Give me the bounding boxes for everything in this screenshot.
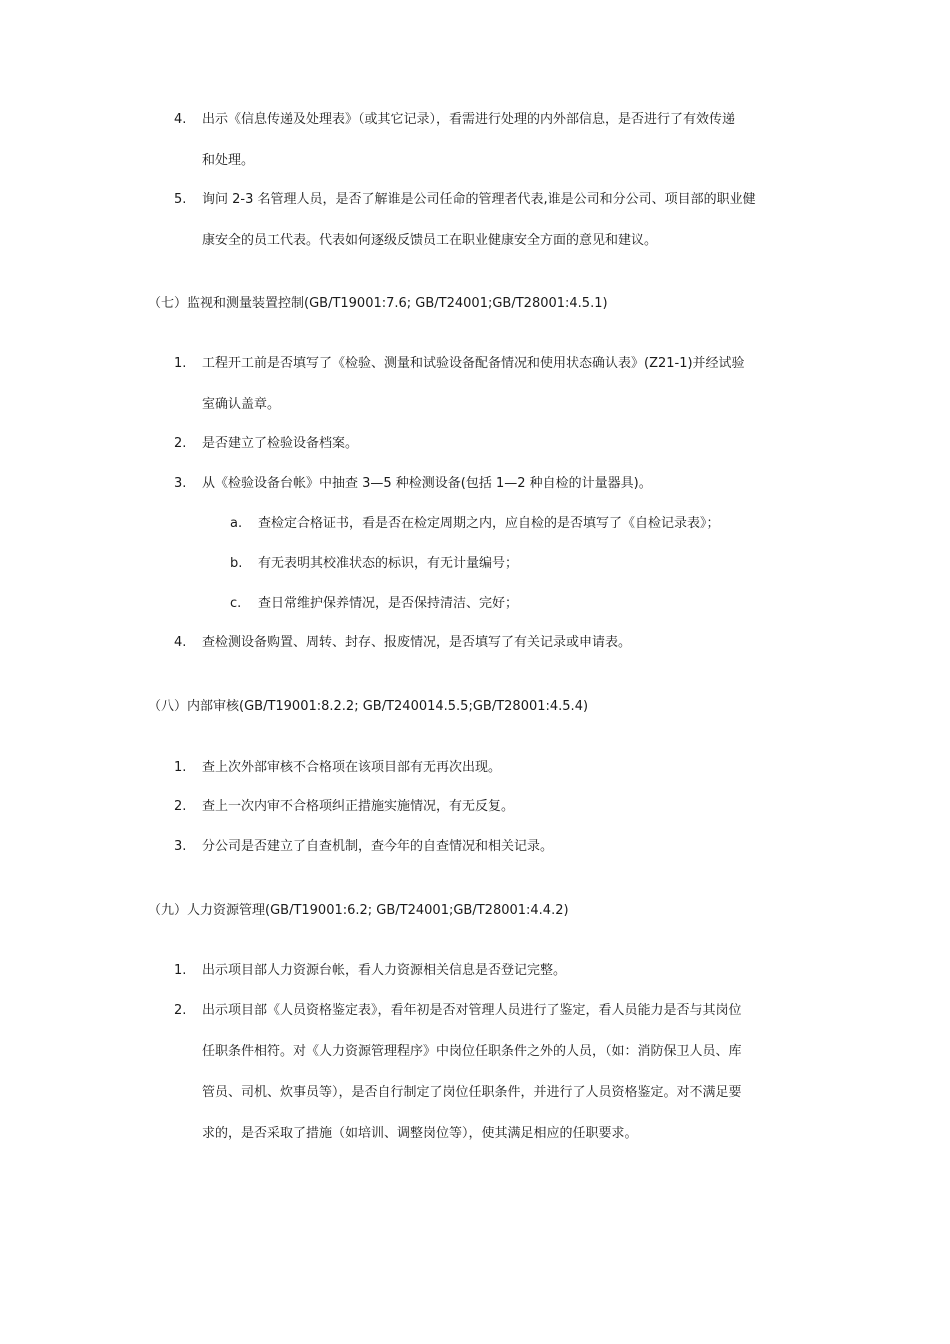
- list-item-text: 查上次外部审核不合格项在该项目部有无再次出现。: [202, 760, 502, 775]
- list-item-text: 是否建立了检验设备档案。: [202, 436, 359, 451]
- list-item-text: 任职条件相符。对《人力资源管理程序》中岗位任职条件之外的人员，（如：消防保卫人员、库: [202, 1044, 742, 1059]
- list-item-number: 1.: [174, 356, 187, 371]
- list-item-text: 管员、司机、炊事员等），是否自行制定了岗位任职条件，并进行了人员资格鉴定。对不满足要: [202, 1085, 742, 1100]
- list-item-text: 出示项目部人力资源台帐，看人力资源相关信息是否登记完整。: [202, 963, 567, 978]
- section-heading: （九）人力资源管理(GB/T19001:6.2; GB/T24001;GB/T28001:4.4.2): [148, 903, 569, 918]
- list-item-text: 康安全的员工代表。代表如何逐级反馈员工在职业健康安全方面的意见和建议。: [202, 233, 658, 248]
- section-heading: （七）监视和测量装置控制(GB/T19001:7.6; GB/T24001;GB/T28001:4.5.1): [148, 296, 608, 311]
- list-item-number: 2.: [174, 799, 187, 814]
- list-item-text: 查检测设备购置、周转、封存、报废情况，是否填写了有关记录或申请表。: [202, 635, 632, 650]
- list-item-text: 工程开工前是否填写了《检验、测量和试验设备配备情况和使用状态确认表》(Z21-1)并经试验: [202, 356, 745, 371]
- list-item-text: 室确认盖章。: [202, 397, 281, 412]
- sub-item-text: 有无表明其校准状态的标识，有无计量编号；: [258, 556, 519, 571]
- list-item-text: 询问 2-3 名管理人员，是否了解谁是公司任命的管理者代表,谁是公司和分公司、项目部的职业健: [202, 192, 756, 207]
- list-item-text: 查上一次内审不合格项纠正措施实施情况，有无反复。: [202, 799, 515, 814]
- list-item-number: 3.: [174, 476, 187, 491]
- list-item-number: 3.: [174, 839, 187, 854]
- list-item-text: 和处理。: [202, 153, 255, 168]
- list-item-number: 1.: [174, 963, 187, 978]
- list-item-text: 出示《信息传递及处理表》（或其它记录），看需进行处理的内外部信息，是否进行了有效传递: [202, 112, 736, 127]
- sub-item-text: 查检定合格证书，看是否在检定周期之内，应自检的是否填写了《自检记录表》；: [258, 516, 720, 531]
- sub-item-text: 查日常维护保养情况，是否保持清洁、完好；: [258, 596, 519, 611]
- list-item-text: 求的，是否采取了措施（如培训、调整岗位等），使其满足相应的任职要求。: [202, 1126, 638, 1141]
- list-item-number: 5.: [174, 192, 187, 207]
- sub-item-letter: b.: [230, 556, 243, 571]
- sub-item-letter: a.: [230, 516, 243, 531]
- list-item-number: 2.: [174, 1003, 187, 1018]
- list-item-number: 4.: [174, 112, 187, 127]
- list-item-text: 分公司是否建立了自查机制，查今年的自查情况和相关记录。: [202, 839, 554, 854]
- list-item-text: 出示项目部《人员资格鉴定表》，看年初是否对管理人员进行了鉴定，看人员能力是否与其岗位: [202, 1003, 742, 1018]
- list-item-number: 4.: [174, 635, 187, 650]
- section-heading: （八）内部审核(GB/T19001:8.2.2; GB/T240014.5.5;GB/T28001:4.5.4): [148, 699, 589, 714]
- list-item-number: 1.: [174, 760, 187, 775]
- list-item-number: 2.: [174, 436, 187, 451]
- list-item-text: 从《检验设备台帐》中抽查 3—5 种检测设备(包括 1—2 种自检的计量器具)。: [202, 476, 652, 491]
- sub-item-letter: c.: [230, 596, 242, 611]
